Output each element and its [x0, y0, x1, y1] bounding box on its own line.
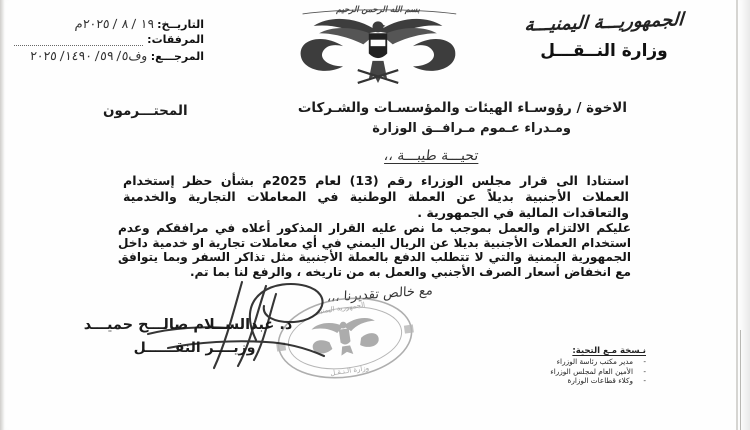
- attachments-label: المرفقات:: [147, 33, 204, 46]
- scan-edge-left: [0, 0, 5, 430]
- attachments-row: [14, 33, 204, 46]
- copy-item-text: الأمين العام لمجلس الوزراء: [550, 366, 633, 376]
- closing-text: مع خالص تقديرنا ،،،: [324, 283, 434, 306]
- scan-edge-right: [736, 0, 738, 430]
- addressee-line1: الاخوة / رؤوسـاء الهيئات والمؤسسـات والشـركات: [297, 100, 627, 116]
- scan-fold-line: [740, 330, 741, 430]
- greeting-line: [383, 148, 477, 164]
- copies-heading: نـسخة مـع التحية:: [572, 346, 646, 356]
- copy-item: [496, 376, 646, 386]
- bullet-dash: -: [643, 366, 646, 376]
- reference-value: وف٥/ ٥٩/ ١٤٩٠/ ٢٠٢٥: [28, 48, 148, 63]
- letterhead: [484, 9, 724, 61]
- republic-title: الجمهوريـــة اليمنيـــة: [523, 9, 685, 36]
- body-paragraph-2: عليكم الالتزام والعمل بموجب ما نص عليه القرار المذكور أعلاه في مرافقكم وعدم استخدام العملات الأجنبية بديلا عن الريال اليمني في أي معاملات تجارية او خدمية داخل الجمهورية اليمنية والتي لا تتطلب الدفع بالعملة الأجنبية مثل تذاكر السفر وبما يتوافق مع انخفاض أسعار الصرف الأجنبي والعمل به من تاريخه ، والرفع لنا بما تم.: [118, 221, 631, 279]
- copy-item: [496, 367, 646, 377]
- bullet-dash: -: [643, 357, 646, 366]
- body-paragraph-1: استنادا الى قرار مجلس الوزراء رقم (13) لعام 2025م بشأن حظر إستخدام العملات الأجنبية بديلاً عن العملة الوطنية في المعاملات التجارية والخدمية والتعاقدات المالية في الجمهورية .: [123, 173, 629, 220]
- bismillah-text: بسم الله الرحمن الرحيم: [336, 4, 420, 15]
- reference-label: المرجـــع:: [150, 50, 204, 63]
- honorific-label: المحتـــرمون: [103, 103, 188, 119]
- copy-item: [496, 357, 646, 367]
- date-label: التاريــخ:: [157, 18, 204, 31]
- stamp-seal-icon: [269, 287, 421, 390]
- addressee-line2: ومـدراء عـموم مـرافــق الوزارة: [372, 121, 571, 136]
- copy-item-text: مدير مكتب رئاسة الوزراء: [556, 357, 633, 366]
- bullet-dash: -: [643, 376, 646, 386]
- date-value: ١٩ / ٨ / ٢٠٢٥م: [72, 16, 155, 31]
- eagle-emblem-icon: [283, 2, 473, 94]
- stamp-bottom-text: وزارة الـنـقـل: [329, 363, 370, 378]
- signatory-title: وزيــــر النقــــــل: [133, 340, 256, 356]
- addressee-block: [121, 100, 627, 136]
- date-row: [14, 16, 204, 31]
- ministry-title: وزارة النــقـــل: [540, 41, 668, 61]
- stamp-eagle-icon: [310, 316, 381, 359]
- reference-row: [14, 48, 204, 63]
- copies-block: [496, 346, 646, 386]
- greeting-text: تحيـــة طيبـــة ،،: [381, 148, 479, 164]
- signatory-name: د. عبدالســلام صالـــح حميـــد: [83, 317, 293, 333]
- yemen-emblem: [283, 2, 473, 94]
- attachments-blank-line: [14, 34, 143, 46]
- official-stamp: [269, 287, 421, 390]
- letter-meta: [14, 16, 204, 65]
- copy-item-text: وكلاء قطاعات الوزارة: [567, 376, 633, 386]
- stamp-top-text: الجمهورية اليمنية: [315, 300, 366, 316]
